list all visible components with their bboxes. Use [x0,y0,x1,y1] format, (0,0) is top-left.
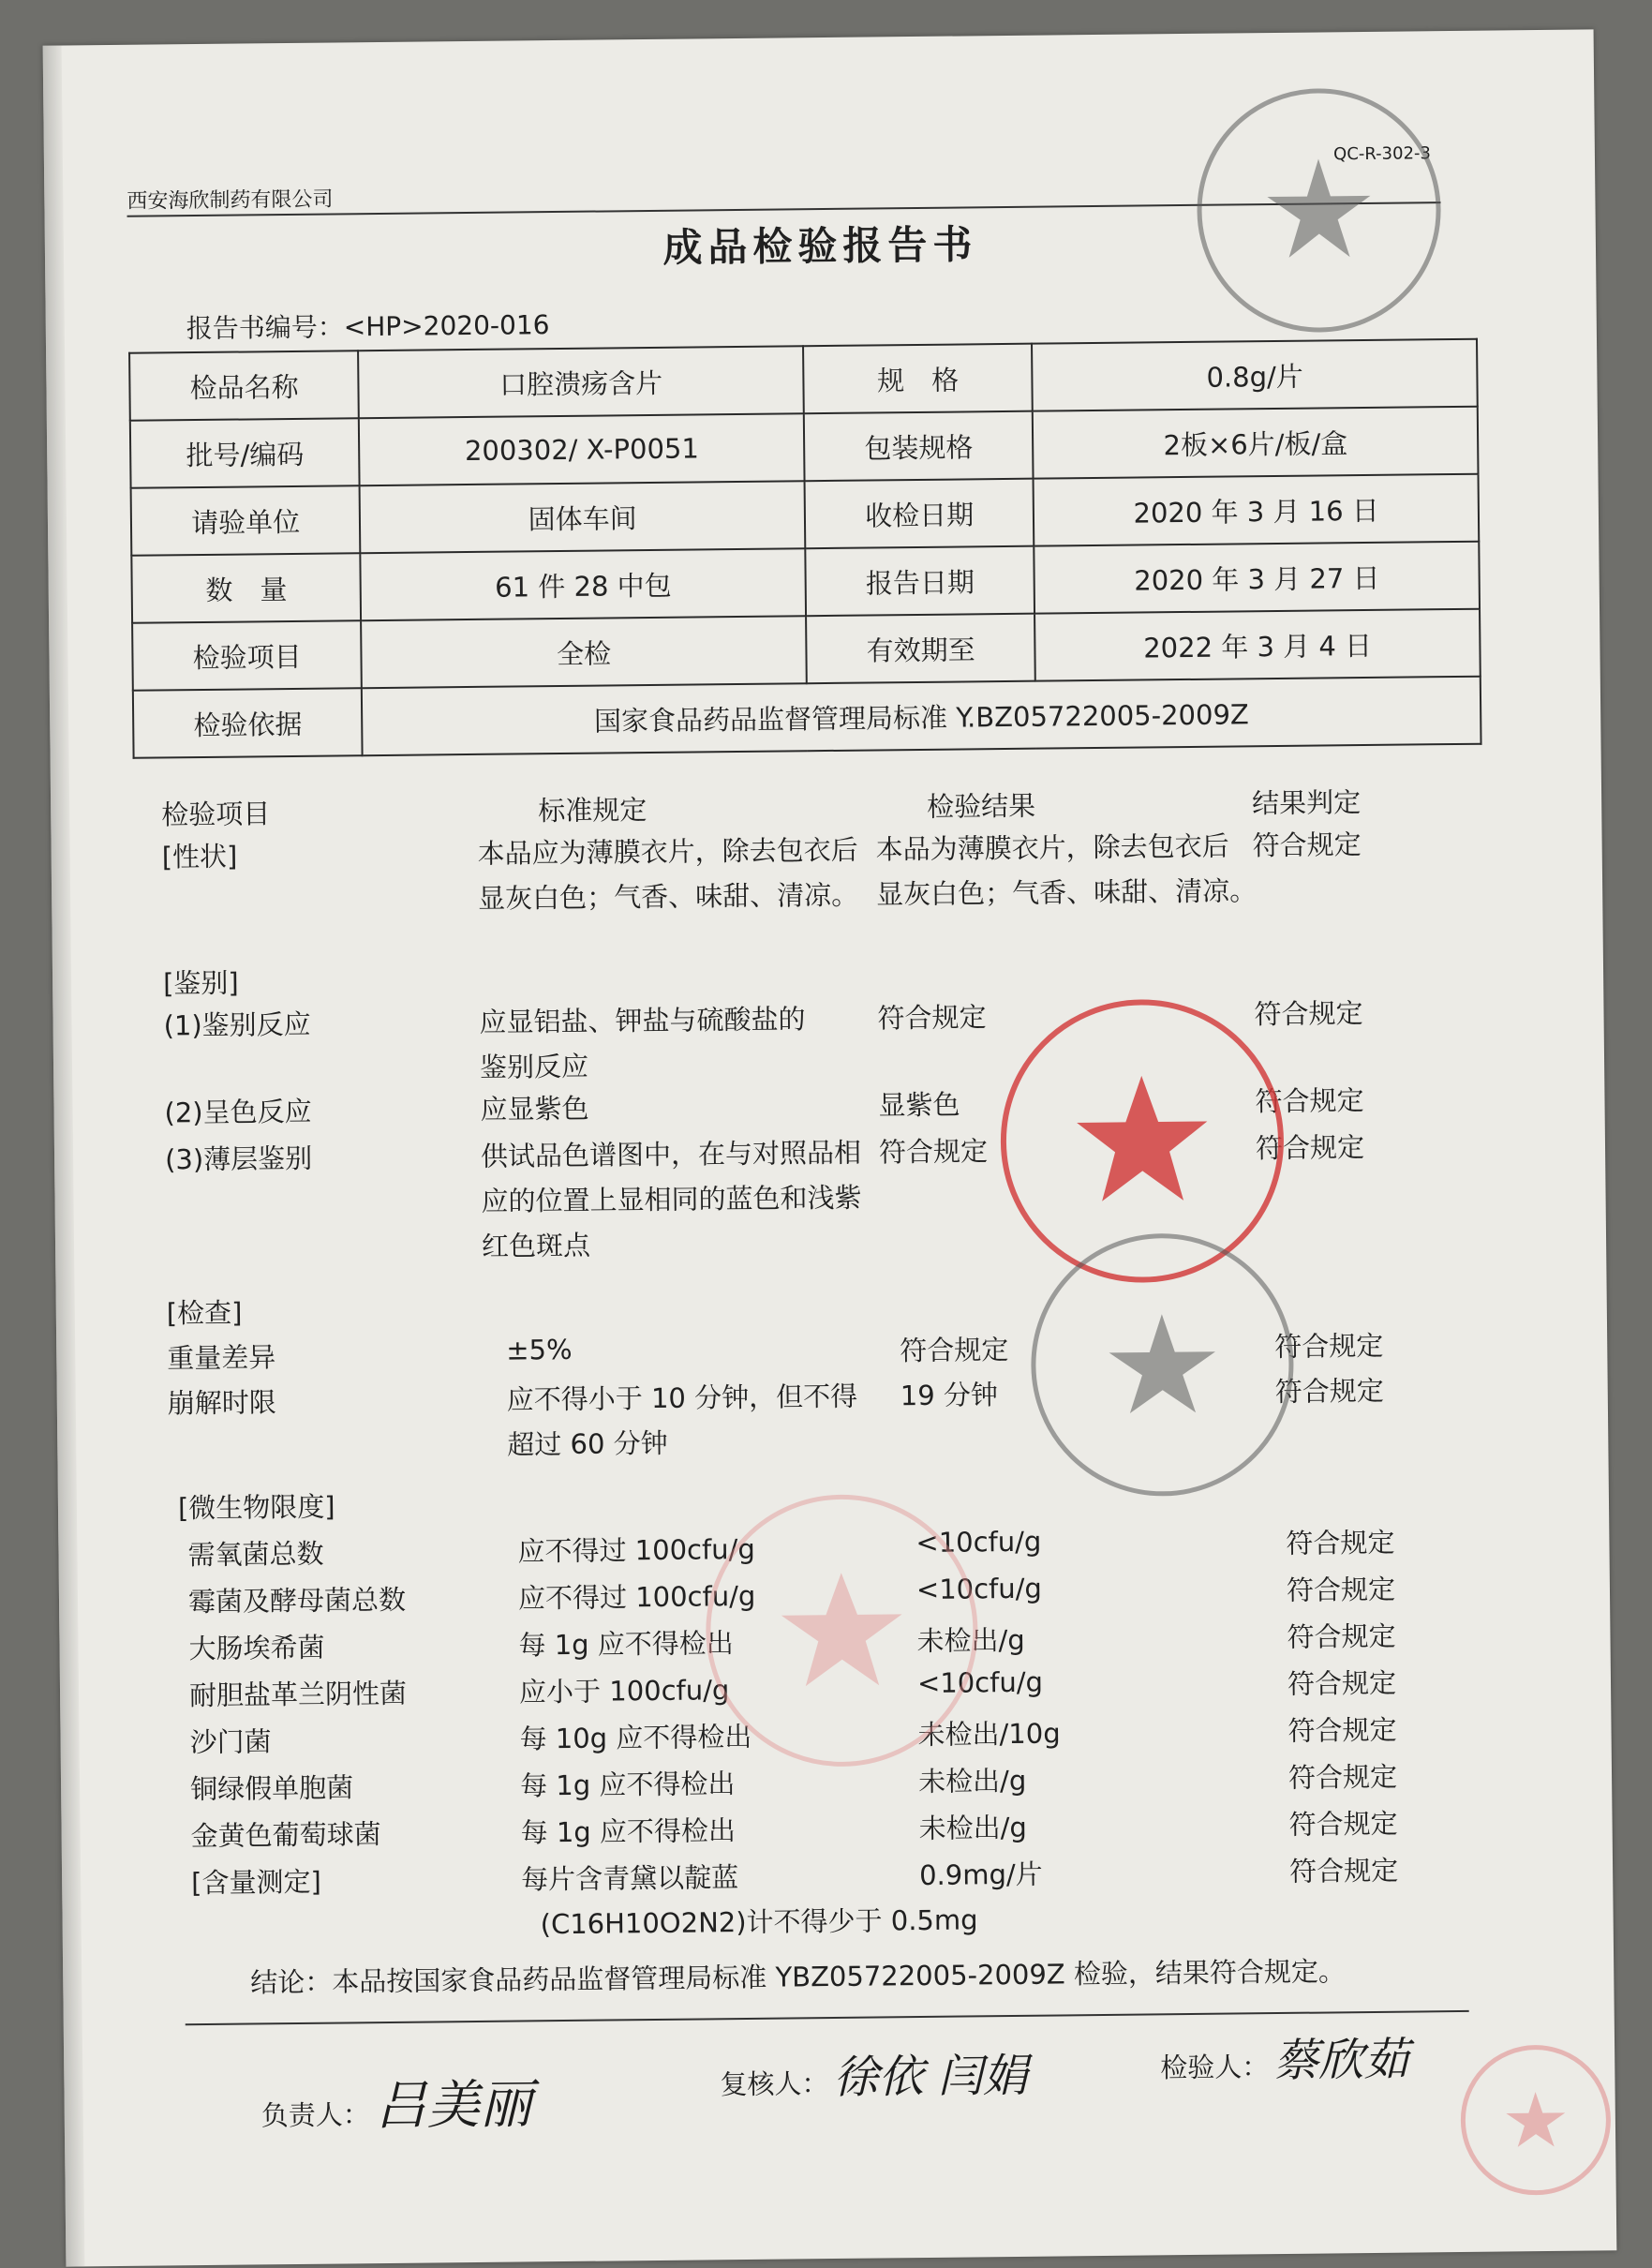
result-text: 未检出/g [916,1623,1025,1658]
info-label: 批号/编码 [130,418,360,488]
info-value: 全检 [362,616,807,688]
result-row [62,1847,1613,1901]
report-number [186,305,550,346]
info-value: 2020 年 3 月 27 日 [1034,542,1480,614]
result-text: 19 分钟 [900,1379,999,1412]
result-row [56,1277,1607,1331]
responsible-signature [260,2063,532,2141]
test-name: (3)薄层鉴别 [164,1141,313,1176]
test-name: 霉菌及酵母菌总数 [187,1583,407,1619]
judgement-text: 符合规定 [1255,1131,1365,1165]
info-label: 报告日期 [805,546,1034,617]
info-label: 请验单位 [131,485,361,556]
form-code: QC-R-302-3 [1333,143,1432,165]
judgement-text: 符合规定 [1274,1374,1384,1409]
info-label: 检验项目 [132,620,362,691]
responsible-label: 负责人： [260,2098,370,2132]
test-name: 需氧菌总数 [187,1537,324,1572]
report-number-label: 报告书编号： [186,311,344,345]
result-row [52,866,1602,919]
result-text: 显灰白色；气香、味甜、清凉。 [875,874,1258,911]
standard-text: 应的位置上显相同的蓝色和浅紫 [481,1181,862,1217]
judgement-text: 符合规定 [1252,828,1362,862]
info-value: 口腔溃疡含片 [359,346,804,418]
info-value: 国家食品药品监督管理局标准 Y.BZ05722005-2009Z [362,677,1481,755]
test-name: 崩解时限 [167,1386,277,1420]
result-row [57,1367,1608,1421]
signature-rule [186,2010,1469,2025]
inspector-label: 检验人： [1160,2051,1270,2084]
judgement-text: 符合规定 [1287,1713,1397,1747]
judgement-text: 符合规定 [1286,1526,1395,1559]
result-row [56,1322,1607,1376]
corner-seal-stamp [1460,2044,1612,2196]
standard-text: 应显铝盐、钾盐与硫酸盐的 [479,1003,806,1038]
standard-text: 应显紫色 [480,1092,589,1126]
report-number-value: <HP>2020-016 [343,309,550,343]
result-text: 本品为薄膜衣片，除去包衣后 [875,829,1229,866]
reviewer-name: 徐依 闫娟 [833,2049,1029,2105]
test-name: 沙门菌 [189,1725,272,1759]
inspector-name: 蔡欣茹 [1273,2033,1409,2088]
col-result: 检验结果 [927,789,1036,823]
result-text: 未检出/g [917,1764,1027,1798]
info-label: 数 量 [131,553,361,623]
info-label: 收检日期 [805,479,1034,549]
info-value: 2020 年 3 月 16 日 [1034,474,1479,546]
info-value: 2板×6片/板/盒 [1033,407,1478,479]
section-heading: [性状] [161,840,238,873]
section-heading: [微生物限度] [177,1490,335,1525]
pharma-seal-stamp [705,1493,979,1768]
judgement-text: 符合规定 [1288,1854,1399,1888]
info-value: 固体车间 [360,481,805,553]
standard-text: 应不得过 100cfu/g [517,1579,756,1615]
test-name: 耐胆盐革兰阴性菌 [188,1677,408,1712]
test-name: (2)呈色反应 [164,1095,312,1129]
result-row [61,1800,1612,1854]
inspector-signature [1160,2023,1409,2091]
info-value: 2022 年 3 月 4 日 [1034,609,1480,681]
section-heading: [含量测定] [190,1865,321,1900]
standard-text: ±5% [506,1333,573,1366]
company-name: 西安海欣制药有限公司 [127,187,334,214]
info-label: 检验依据 [133,688,363,758]
info-table [128,338,1481,759]
result-text: 未检出/g [918,1811,1027,1845]
judgement-text: 符合规定 [1287,1666,1397,1700]
gray-seal-stamp [1030,1232,1295,1498]
result-row [54,1124,1605,1177]
standard-text: 鉴别反应 [479,1050,589,1083]
standard-text: (C16H10O2N2)计不得少于 0.5mg [540,1903,978,1941]
col-standard: 标准规定 [538,794,647,828]
standard-text: 每片含青黛以靛蓝 [520,1861,739,1896]
standard-text: 每 1g 应不得检出 [518,1627,734,1662]
reviewer-signature [720,2039,1028,2107]
standard-text: 应不得过 100cfu/g [517,1532,755,1568]
result-row [54,1169,1605,1222]
result-text: 未检出/10g [917,1717,1061,1752]
result-text: 显紫色 [878,1088,960,1122]
standard-text: 供试品色谱图中，在与对照品相 [480,1136,862,1172]
result-text: <10cfu/g [915,1572,1043,1606]
judgement-text: 符合规定 [1287,1619,1396,1653]
section-heading: [鉴别] [162,966,239,1000]
info-label: 有效期至 [806,614,1035,684]
company-seal-stamp [1196,87,1442,334]
result-text: 符合规定 [878,1135,989,1169]
result-text: 符合规定 [877,1001,987,1035]
result-text: <10cfu/g [916,1665,1044,1700]
standard-text: 应不得小于 10 分钟，但不得 [506,1380,858,1416]
standard-text: 超过 60 分钟 [507,1426,668,1461]
judgement-text: 符合规定 [1287,1760,1398,1794]
standard-text: 本品应为薄膜衣片，除去包衣后 [477,833,858,870]
reviewer-label: 复核人： [720,2067,829,2101]
report-sheet [43,29,1617,2266]
judgement-text: 符合规定 [1254,997,1363,1031]
responsible-name: 吕美丽 [374,2074,533,2138]
judgement-text: 符合规定 [1255,1084,1364,1118]
result-row [57,1412,1608,1466]
result-text: <10cfu/g [915,1525,1042,1559]
info-value: 200302/ X-P0051 [359,413,804,485]
standard-text: 每 1g 应不得检出 [519,1768,736,1802]
info-row [133,677,1481,758]
info-label: 包装规格 [804,411,1034,482]
page-title: 成品检验报告书 [662,221,978,271]
judgement-text: 符合规定 [1286,1573,1396,1606]
conclusion: 结论：本品按国家食品药品监督管理局标准 YBZ05722005-2009Z 检验，结果符合规定。 [250,1955,1347,1999]
col-item: 检验项目 [161,798,271,831]
standard-text: 每 10g 应不得检出 [519,1720,752,1755]
info-label: 规 格 [803,344,1033,414]
standard-text: 应小于 100cfu/g [518,1674,730,1708]
result-row [55,1214,1606,1267]
test-name: 铜绿假单胞菌 [189,1771,354,1806]
test-name: 大肠埃希菌 [188,1631,325,1665]
info-value: 61 件 28 中包 [361,548,806,620]
standard-text: 每 1g 应不得检出 [520,1814,737,1849]
col-judgement: 结果判定 [1251,786,1362,820]
result-text: 0.9mg/片 [918,1858,1043,1892]
standard-text: 红色斑点 [481,1229,591,1262]
judgement-text: 符合规定 [1274,1329,1384,1364]
test-name: 金黄色葡萄球菌 [190,1818,381,1853]
standard-text: 显灰白色；气香、味甜、清凉。 [478,878,859,915]
info-value: 0.8g/片 [1032,339,1477,411]
result-text: 符合规定 [900,1334,1009,1367]
test-name: (1)鉴别反应 [163,1007,311,1042]
test-name: 重量差异 [167,1341,276,1375]
judgement-text: 符合规定 [1288,1807,1398,1841]
section-heading: [检查] [166,1296,243,1330]
info-label: 检品名称 [129,351,359,421]
result-row [62,1892,1613,1946]
